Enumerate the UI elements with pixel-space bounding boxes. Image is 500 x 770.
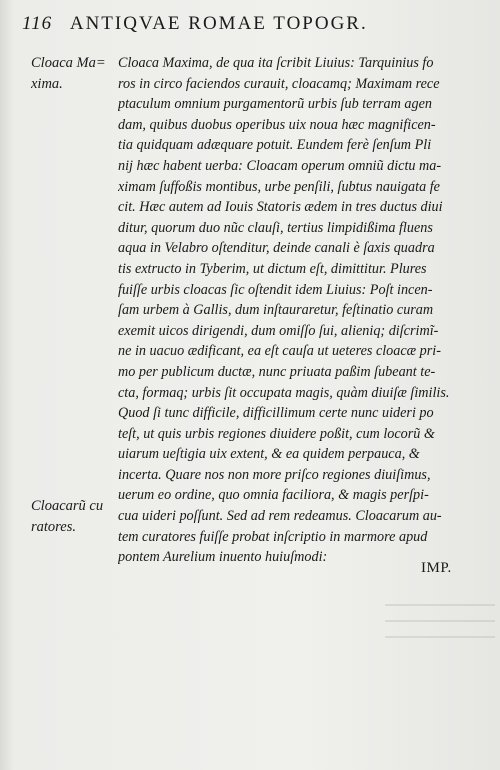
margin-note-cloaca-maxima — [31, 53, 113, 94]
page-header — [22, 13, 492, 43]
text-line: pontem Aurelium inuento huiuſmodi: — [118, 549, 328, 566]
text-line: mo per publicum ductæ, nunc priuata paßim ſubeant te- — [118, 363, 436, 380]
text-line: tia quidquam adæquare potuit. Eundem ferè ſenſum Pli — [118, 137, 432, 154]
text-line: tem curatores fuiſſe probat inſcriptio in marmore apud — [118, 528, 428, 545]
page-number: 116 — [22, 13, 53, 34]
text-line: uiarum ueſtigia uix extent, & ea quidem perpauca, & — [118, 446, 420, 463]
text-line: Cloaca Maxima, de qua ita ſcribit Liuius: Tarquinius fo — [118, 55, 434, 71]
text-line: dam, quibus duobus operibus uix noua hæc magnificen- — [118, 116, 436, 133]
text-line: nij hæc habent uerba: Cloacam operum omniũ dictu ma- — [118, 157, 442, 174]
text-line: tis extructo in Tyberim, ut dictum eſt, dimittitur. Plures — [118, 260, 427, 277]
text-line: cua uideri poſſunt. Sed ad rem redeamus. Cloacarum au- — [118, 508, 442, 525]
text-line: incerta. Quare nos non more priſco regiones diuiſimus, — [118, 466, 431, 483]
text-line: ptaculum omnium purgamentorũ urbis ſub terram agen — [118, 96, 432, 113]
margin-note-line: Cloaca Ma= — [31, 55, 106, 71]
margin-note-line: Cloacarũ cu — [31, 498, 104, 514]
bleed-line — [385, 620, 495, 622]
text-line: teſt, ut quis urbis regiones diuidere poßit, cum locorũ & — [118, 425, 435, 442]
text-line: exemit uicos dirigendi, dum omiſſo ſui, alieniq; diſcrimĩ- — [118, 322, 439, 339]
text-line: cit. Hæc autem ad Iouis Statoris ædem in tres ductus diui — [118, 199, 443, 216]
text-line: uerum eo ordine, quo omnia faciliora, & magis perſpi- — [118, 487, 429, 504]
margin-note-line: ratores. — [31, 518, 76, 535]
text-line: cta, formaq; urbis ſit occupata magis, quàm diuiſæ ſimilis. — [118, 384, 450, 401]
text-line: ſam urbem à Gallis, dum inſtauraretur, feſtinatio curam — [118, 302, 434, 319]
text-line: aqua in Velabro oſtenditur, deinde canali è ſaxis quadra — [118, 240, 435, 257]
bleed-line — [385, 604, 495, 606]
body-text — [118, 53, 488, 568]
closing-inscription: IMP. — [421, 560, 452, 576]
margin-note-line: xima. — [31, 75, 63, 92]
text-line: ros in circo faciendos curauit, cloacamq; Maximam rece — [118, 75, 440, 92]
text-line: ximam ſuffoßis montibus, urbe penſili, ſubtus nauigata fe — [118, 178, 440, 195]
text-line: ne in uacuo ædificant, ea eſt cauſa ut ueteres cloacæ pri- — [118, 343, 441, 360]
running-title: ANTIQVAE ROMAE TOPOGR. — [69, 13, 368, 34]
text-line: ditur, quorum duo nũc clauſi, tertius limpidißima fluens — [118, 219, 433, 236]
text-line: fuiſſe urbis cloacas ſic oſtendit idem Liuius: Poſt incen- — [118, 281, 433, 298]
text-line: Quod ſi tunc difficile, difficillimum certe nunc uideri po — [118, 405, 434, 422]
margin-note-curatores — [31, 496, 113, 537]
bleed-through-shadow — [385, 590, 495, 660]
bleed-line — [385, 636, 495, 638]
